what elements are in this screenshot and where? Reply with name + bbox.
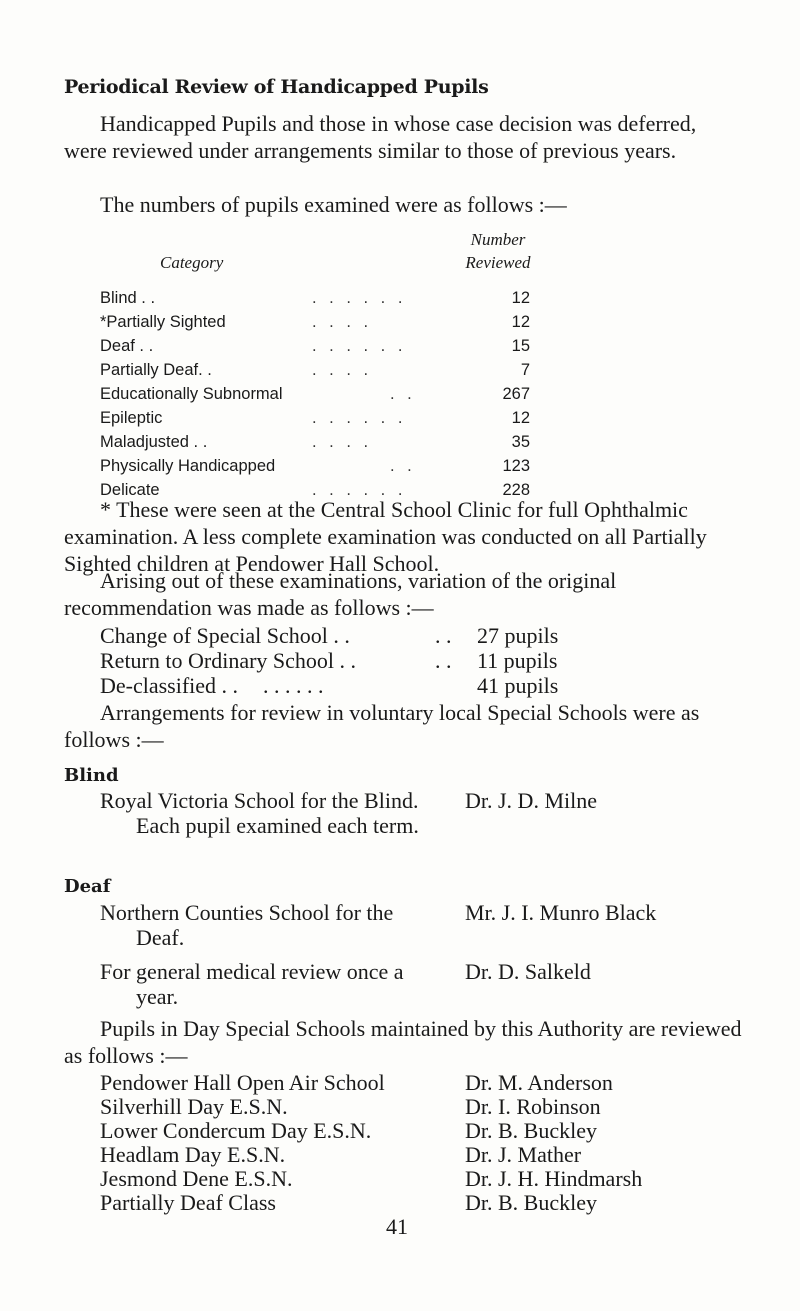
section-heading-blind: Blind (64, 765, 119, 786)
variation-dots: . . . . . . (263, 673, 324, 698)
row-leader-dots: . . (390, 457, 416, 475)
row-number: 15 (511, 337, 530, 355)
page-number: 41 (386, 1214, 408, 1239)
row-category: Delicate (100, 481, 160, 499)
row-leader-dots: . . . . (312, 433, 373, 451)
variation-intro: Arising out of these examinations, variation of the original recommendation was made as follows :— (64, 568, 617, 620)
row-category: Deaf . . (100, 337, 154, 355)
blind-doctor: Dr. J. D. Milne (465, 788, 597, 813)
day-school-doctor: Dr. M. Anderson (465, 1070, 613, 1095)
variation-label: Return to Ordinary School . . (100, 648, 357, 673)
day-school-doctor: Dr. J. H. Hindmarsh (465, 1166, 643, 1191)
day-school-name: Jesmond Dene E.S.N. (100, 1166, 293, 1191)
variation-count: 11 pupils (477, 648, 558, 673)
variation-dots: . . (435, 623, 452, 648)
table-row (100, 361, 530, 383)
row-category: Educationally Subnormal (100, 385, 283, 403)
deaf-review-line2: year. (136, 984, 179, 1009)
day-schools-intro: Pupils in Day Special Schools maintained by this Authority are reviewed as follows :— (64, 1016, 742, 1068)
row-leader-dots: . . . . . . (312, 481, 407, 499)
row-leader-dots: . . . . . . (312, 409, 407, 427)
table-row (100, 289, 530, 311)
row-number: 12 (511, 289, 530, 307)
voluntary-intro: Arrangements for review in voluntary local Special Schools were as follows :— (64, 700, 700, 752)
section-heading-deaf: Deaf (64, 876, 111, 897)
variation-count: 41 pupils (477, 673, 559, 698)
deaf-doctor-2: Dr. D. Salkeld (465, 959, 591, 984)
table-row (100, 313, 530, 335)
day-school-doctor: Dr. I. Robinson (465, 1094, 601, 1119)
day-school-doctor: Dr. B. Buckley (465, 1118, 597, 1143)
numbers-intro: The numbers of pupils examined were as follows :— (100, 192, 567, 217)
row-leader-dots: . . . . (312, 313, 373, 331)
table-row (100, 433, 530, 455)
row-category: Epileptic (100, 409, 163, 427)
footnote-paragraph: * These were seen at the Central School Clinic for full Ophthalmic examination. A less complete examination was conducted on all Partially Sighted children at Pendower Hall School. (64, 497, 707, 576)
row-number: 228 (502, 481, 530, 499)
table-header-number: Number (470, 230, 526, 249)
page-title: Periodical Review of Handicapped Pupils (64, 76, 489, 98)
day-school-name: Partially Deaf Class (100, 1190, 276, 1215)
blind-school: Royal Victoria School for the Blind. (100, 788, 419, 813)
day-school-name: Silverhill Day E.S.N. (100, 1094, 288, 1119)
deaf-doctor-1: Mr. J. I. Munro Black (465, 900, 657, 925)
day-school-name: Lower Condercum Day E.S.N. (100, 1118, 372, 1143)
table-row (100, 409, 530, 431)
table-row (100, 385, 530, 407)
blind-note: Each pupil examined each term. (136, 813, 419, 838)
day-school-name: Headlam Day E.S.N. (100, 1142, 286, 1167)
deaf-school-line2: Deaf. (136, 925, 185, 950)
row-leader-dots: . . . . (312, 361, 373, 379)
day-school-doctor: Dr. B. Buckley (465, 1190, 597, 1215)
table-row (100, 337, 530, 359)
variation-label: De-classified . . (100, 673, 239, 698)
row-category: Blind . . (100, 289, 156, 307)
row-number: 123 (502, 457, 530, 475)
table-row (100, 457, 530, 479)
variation-count: 27 pupils (477, 623, 559, 648)
row-category: Physically Handicapped (100, 457, 276, 475)
deaf-review-line1: For general medical review once a (100, 959, 404, 984)
day-school-name: Pendower Hall Open Air School (100, 1070, 385, 1095)
table-header-category: Category (160, 253, 224, 272)
variation-label: Change of Special School . . (100, 623, 350, 648)
row-leader-dots: . . . . . . (312, 337, 407, 355)
row-number: 12 (511, 409, 530, 427)
day-school-doctor: Dr. J. Mather (465, 1142, 582, 1167)
deaf-school-line1: Northern Counties School for the (100, 900, 394, 925)
intro-paragraph: Handicapped Pupils and those in whose case decision was deferred, were reviewed under arrangements similar to those of previous years. (64, 111, 697, 163)
variation-dots: . . (435, 648, 452, 673)
row-category: Partially Deaf. . (100, 361, 212, 379)
table-header-reviewed: Reviewed (465, 253, 531, 272)
row-category: *Partially Sighted (100, 313, 226, 331)
row-number: 7 (520, 361, 530, 379)
row-leader-dots: . . . . . . (312, 289, 407, 307)
row-leader-dots: . . (390, 385, 416, 403)
row-number: 35 (511, 433, 530, 451)
row-number: 12 (511, 313, 530, 331)
row-number: 267 (502, 385, 530, 403)
row-category: Maladjusted . . (100, 433, 208, 451)
